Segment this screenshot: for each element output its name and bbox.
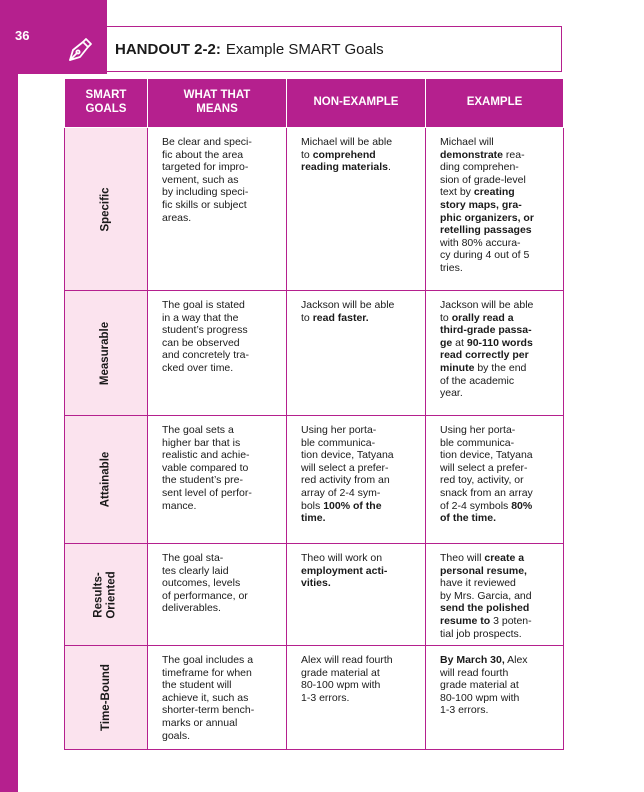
non-example-cell: Using her porta- ble communica- tion device, Tatyana will select a prefer- red activity from an array of 2-4 sym- bols 100% of the time. xyxy=(287,416,426,544)
table-row xyxy=(65,291,564,416)
header-example: EXAMPLE xyxy=(426,79,564,128)
table-row xyxy=(65,646,564,750)
meaning-cell: Be clear and speci- fic about the area targeted for impro- vement, such as by including speci- fic skills or subject areas. xyxy=(148,128,287,291)
goal-label: Measurable xyxy=(99,321,112,385)
goal-label: Attainable xyxy=(99,451,112,508)
table-row xyxy=(65,128,564,291)
title-lead: HANDOUT 2-2: xyxy=(115,40,221,58)
meaning-cell: The goal includes a timeframe for when the student will achieve it, such as shorter-term bench- marks or annual goals. xyxy=(148,646,287,750)
smart-goals-table xyxy=(64,78,564,750)
goal-label-cell xyxy=(65,128,148,291)
goal-label-cell xyxy=(65,646,148,750)
example-cell: Using her porta- ble communica- tion device, Tatyana will select a prefer- red toy, activity, or snack from an array of 2-4 symbols 80% of the time. xyxy=(426,416,564,544)
example-cell: By March 30, Alex will read fourth grade material at 80-100 wpm with 1-3 errors. xyxy=(426,646,564,750)
goal-label-cell xyxy=(65,416,148,544)
non-example-cell: Theo will work on employment acti- vities. xyxy=(287,544,426,646)
left-accent-bar xyxy=(0,0,18,792)
meaning-cell: The goal sta- tes clearly laid outcomes, levels of performance, or deliverables. xyxy=(148,544,287,646)
meaning-cell: The goal sets a higher bar that is realistic and achie- vable compared to the student’s pre- sent level of perfor- mance. xyxy=(148,416,287,544)
page-title xyxy=(107,26,562,72)
table-row xyxy=(65,544,564,646)
example-cell: Theo will create a personal resume, have it reviewed by Mrs. Garcia, and send the polished resume to 3 poten- tial job prospects. xyxy=(426,544,564,646)
table-row xyxy=(65,416,564,544)
meaning-cell: The goal is stated in a way that the student’s progress can be observed and concretely tra- cked over time. xyxy=(148,291,287,416)
page-number: 36 xyxy=(15,28,30,43)
non-example-cell: Alex will read fourth grade material at 80-100 wpm with 1-3 errors. xyxy=(287,646,426,750)
non-example-cell: Michael will be able to comprehend reading materials. xyxy=(287,128,426,291)
example-cell: Michael will demonstrate rea- ding comprehen- sion of grade-level text by creating story maps, gra- phic organizers, or retelling passages with 80% accura- cy during 4 out of 5 tries. xyxy=(426,128,564,291)
non-example-cell: Jackson will be able to read faster. xyxy=(287,291,426,416)
goal-label-cell xyxy=(65,291,148,416)
header-smart-goals: SMART GOALS xyxy=(65,79,148,128)
header-what-that-means: WHAT THAT MEANS xyxy=(148,79,287,128)
pen-nib-icon xyxy=(66,36,94,64)
header-non-example: NON-EXAMPLE xyxy=(287,79,426,128)
title-rest: Example SMART Goals xyxy=(225,40,384,58)
goal-label: Specific xyxy=(99,186,112,232)
goal-label: Time-Bound xyxy=(99,664,112,731)
table-header-row xyxy=(65,79,564,128)
example-cell: Jackson will be able to orally read a third-grade passa- ge at 90-110 words read correctly per minute by the end of the academic year. xyxy=(426,291,564,416)
goal-label: Results- Oriented xyxy=(92,570,118,619)
goal-label-cell xyxy=(65,544,148,646)
